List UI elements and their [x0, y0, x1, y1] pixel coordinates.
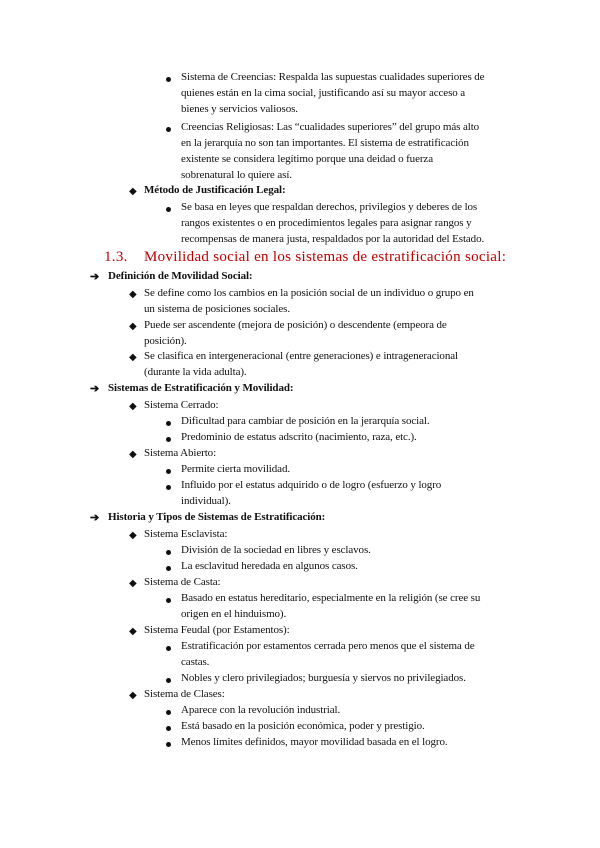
bullet-dot: [166, 207, 171, 212]
casta-label: Sistema de Casta:: [144, 576, 221, 588]
cerrado-item-1: Dificultad para cambiar de posición en la jerarquía social.: [181, 415, 430, 427]
casta-item-1-line-2: origen en el hinduismo).: [181, 608, 287, 620]
metodo-legal-line-3: recompensas de manera justa, respaldados por la autoridad del Estado.: [181, 233, 485, 245]
sistemas-title: Sistemas de Estratificación y Movilidad:: [108, 382, 294, 394]
definicion-item-1-line-2: un sistema de posiciones sociales.: [144, 303, 290, 315]
abierto-item-1: Permite cierta movilidad.: [181, 463, 290, 475]
bullet-dot: [166, 485, 171, 490]
metodo-legal-title: Método de Justificación Legal:: [144, 184, 286, 196]
clases-item-2: Está basado en la posición económica, poder y prestigio.: [181, 720, 425, 732]
bullet-dot: [166, 598, 171, 603]
diamond-bullet-icon: ◆: [129, 321, 137, 332]
bullet-dot: [166, 437, 171, 442]
bullet-dot: [166, 678, 171, 683]
feudal-label: Sistema Feudal (por Estamentos):: [144, 624, 290, 636]
section-title: Movilidad social en los sistemas de estratificación social:: [144, 249, 507, 265]
arrow-bullet-icon: ➔: [90, 271, 100, 283]
diamond-bullet-icon: ◆: [129, 690, 137, 701]
abierto-item-2-line-1: Influido por el estatus adquirido o de logro (esfuerzo y logro: [181, 479, 442, 491]
clases-label: Sistema de Clases:: [144, 688, 225, 700]
historia-title: Historia y Tipos de Sistemas de Estratificación:: [108, 511, 326, 523]
abierto-item-2-line-2: individual).: [181, 495, 231, 507]
arrow-bullet-icon: ➔: [90, 512, 100, 524]
feudal-item-2: Nobles y clero privilegiados; burguesía y siervos no privilegiados.: [181, 672, 466, 684]
diamond-bullet-icon: ◆: [129, 401, 137, 412]
creencias-line-2: quienes están en la cima social, justificando así su mayor acceso a: [181, 87, 466, 99]
definicion-title: Definición de Movilidad Social:: [108, 270, 253, 282]
cerrado-item-2: Predominio de estatus adscrito (nacimiento, raza, etc.).: [181, 431, 417, 443]
esclavista-item-1: División de la sociedad en libres y esclavos.: [181, 544, 371, 556]
diamond-bullet-icon: ◆: [129, 352, 137, 363]
religiosas-line-2: en la jerarquía no son tan importantes. El sistema de estratificación: [181, 137, 469, 149]
section-number: 1.3.: [104, 249, 128, 265]
diamond-bullet-icon: ◆: [129, 530, 137, 541]
clases-item-1: Aparece con la revolución industrial.: [181, 704, 341, 716]
bullet-dot: [166, 421, 171, 426]
metodo-legal-line-2: rangos existentes o en procedimientos legales para asignar rangos y: [181, 217, 472, 229]
diamond-bullet-icon: ◆: [129, 449, 137, 460]
bullet-dot: [166, 742, 171, 747]
religiosas-line-3: existente se considera legítimo porque una deidad o fuerza: [181, 153, 433, 165]
bullet-dot: [166, 646, 171, 651]
creencias-line-1: Sistema de Creencias: Respalda las supuestas cualidades superiores de: [181, 71, 485, 83]
metodo-legal-line-1: Se basa en leyes que respaldan derechos, privilegios y deberes de los: [181, 201, 478, 213]
religiosas-line-1: Creencias Religiosas: Las “cualidades superiores” del grupo más alto: [181, 121, 480, 133]
casta-item-1-line-1: Basado en estatus hereditario, especialmente en la religión (se cree su: [181, 592, 481, 604]
esclavista-item-2: La esclavitud heredada en algunos casos.: [181, 560, 358, 572]
clases-item-3: Menos límites definidos, mayor movilidad basada en el logro.: [181, 736, 448, 748]
bullet-dot: [166, 77, 171, 82]
arrow-bullet-icon: ➔: [90, 383, 100, 395]
diamond-bullet-icon: ◆: [129, 289, 137, 300]
abierto-label: Sistema Abierto:: [144, 447, 217, 459]
diamond-bullet-icon: ◆: [129, 578, 137, 589]
bullet-dot: [166, 550, 171, 555]
definicion-item-3-line-1: Se clasifica en intergeneracional (entre generaciones) e intrageneracional: [144, 350, 458, 362]
bullet-dot: [166, 726, 171, 731]
cerrado-label: Sistema Cerrado:: [144, 399, 219, 411]
religiosas-line-4: sobrenatural lo quiere así.: [181, 169, 292, 181]
feudal-item-1-line-1: Estratificación por estamentos cerrada pero menos que el sistema de: [181, 640, 475, 652]
definicion-item-1-line-1: Se define como los cambios en la posición social de un individuo o grupo en: [144, 287, 474, 299]
creencias-line-3: bienes y servicios valiosos.: [181, 103, 298, 115]
definicion-item-2-line-1: Puede ser ascendente (mejora de posición) o descendente (empeora de: [144, 319, 447, 331]
bullet-dot: [166, 566, 171, 571]
definicion-item-3-line-2: (durante la vida adulta).: [144, 366, 247, 378]
bullet-dot: [166, 710, 171, 715]
diamond-bullet-icon: ◆: [129, 626, 137, 637]
esclavista-label: Sistema Esclavista:: [144, 528, 228, 540]
feudal-item-1-line-2: castas.: [181, 656, 210, 668]
definicion-item-2-line-2: posición).: [144, 335, 187, 347]
diamond-bullet-icon: ◆: [129, 186, 137, 197]
bullet-dot: [166, 127, 171, 132]
bullet-dot: [166, 469, 171, 474]
